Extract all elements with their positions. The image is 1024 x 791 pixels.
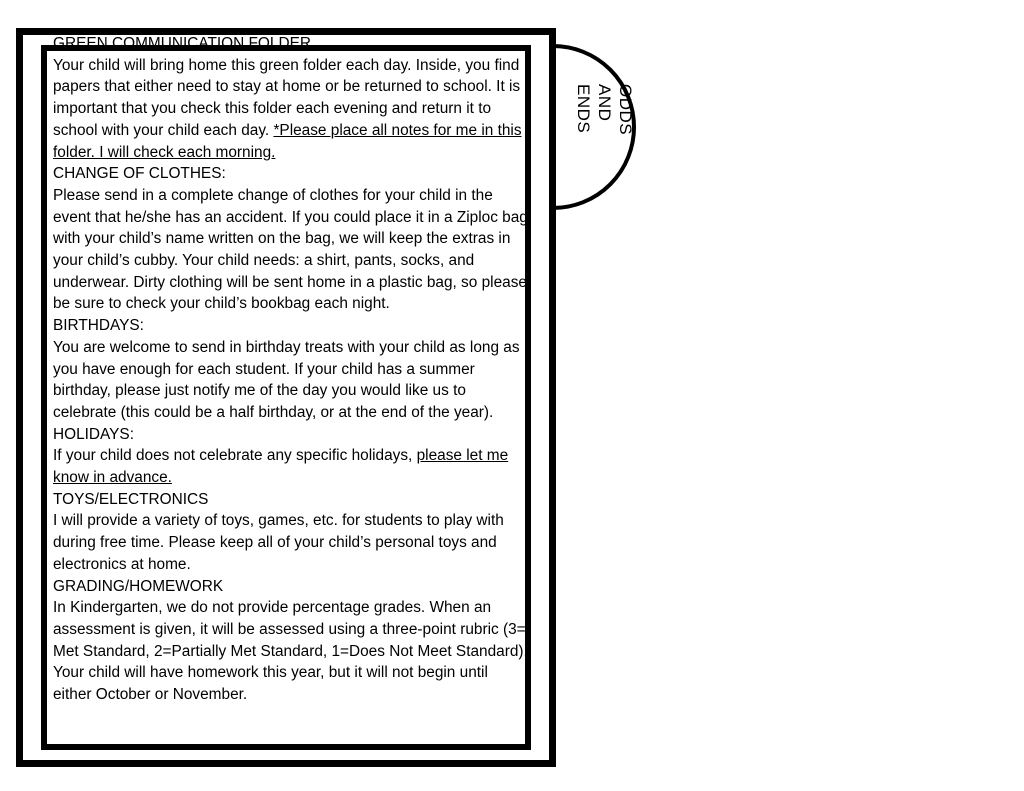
- section-heading-grading: GRADING/HOMEWORK: [53, 577, 224, 595]
- section-body-birthdays: You are welcome to send in birthday treats with your child as long as you have enough for each student. If your child has a summer birthday, please just notify me of the day you would like us to celebrate (this could be a half birthday, or at the end of the year).: [53, 338, 520, 421]
- document-inner-frame: [41, 35, 531, 750]
- section-body-grading: In Kindergarten, we do not provide percentage grades. When an assessment is given, it will be assessed using a three-point rubric (3= Met Standard, 2=Partially Met Standard, 1=Does Not Meet Standard). Your child will have homework this year, but it will not begin until either October or November.: [53, 599, 528, 704]
- section-heading-folder: GREEN COMMUNICATION FOLDER: [53, 35, 311, 52]
- document-content: [53, 33, 529, 706]
- folder-note-emphasis: *Please place all notes for me in this folder. I will check each morning.: [53, 121, 522, 161]
- section-body-toys: I will provide a variety of toys, games, etc. for students to play with during free time. Please keep all of your child’s personal toys and electronics at home.: [53, 512, 504, 573]
- section-heading-holidays: HOLIDAYS:: [53, 425, 134, 443]
- section-body-clothes: Please send in a complete change of clothes for your child in the event that he/she has an accident. If you could place it in a Ziploc bag with your child’s name written on the bag, we will keep the extras in your child’s cubby. Your child needs: a shirt, pants, socks, and underwear. Dirty clothing will be sent home in a plastic bag, so please be sure to check your child’s bookbag each night.: [53, 186, 528, 313]
- section-heading-clothes: CHANGE OF CLOTHES:: [53, 165, 226, 183]
- tab-label: ODDS AND ENDS: [574, 84, 635, 136]
- holidays-text: If your child does not celebrate any specific holidays,: [53, 447, 417, 465]
- section-heading-toys: TOYS/ELECTRONICS: [53, 490, 209, 508]
- section-body-holidays: [53, 445, 529, 488]
- section-heading-birthdays: BIRTHDAYS:: [53, 317, 144, 335]
- holidays-emphasis: please let me know in advance.: [53, 447, 509, 487]
- section-body-folder: [53, 55, 529, 164]
- folder-text: Your child will bring home this green folder each day. Inside, you find papers that either need to stay at home or be returned to school. It is important that you check this folder each evening and return it to school with your child each day.: [53, 56, 521, 139]
